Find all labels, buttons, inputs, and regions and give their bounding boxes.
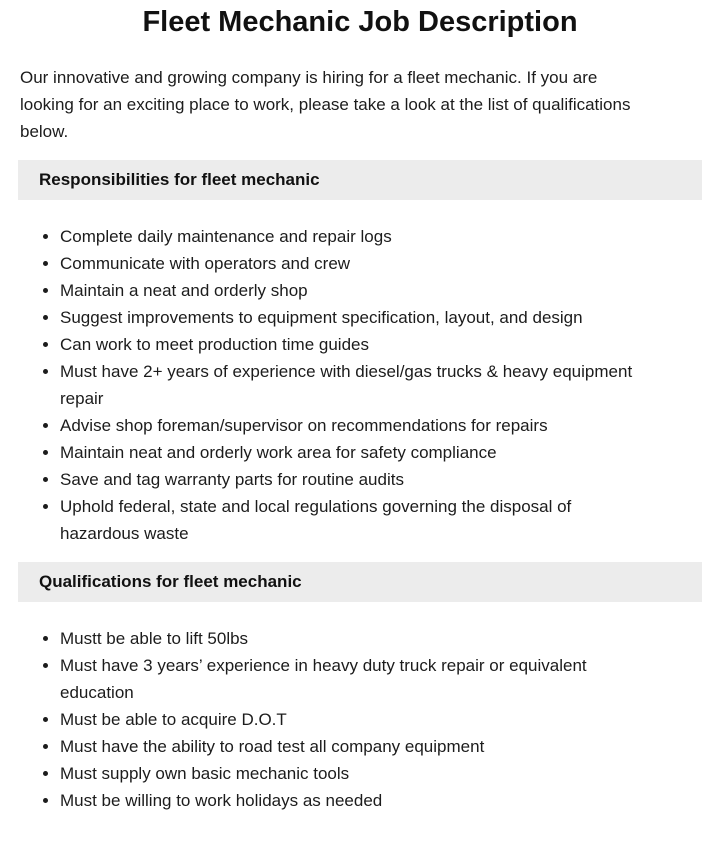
list-item: • Must be willing to work holidays as needed (60, 787, 650, 814)
list-item: • Maintain neat and orderly work area for safety compliance (60, 439, 650, 466)
intro-line: below. (20, 122, 69, 141)
list-item: • Must have the ability to road test all company equipment (60, 733, 650, 760)
job-description-page (0, 4, 720, 814)
section-heading-label: Qualifications for fleet mechanic (39, 572, 302, 591)
section-responsibilities (18, 160, 702, 547)
section-qualifications (18, 562, 702, 814)
list-item: • Uphold federal, state and local regulations governing the disposal of hazardous waste (60, 493, 650, 547)
responsibilities-list (18, 223, 702, 547)
intro-paragraph (20, 64, 702, 145)
list-item: • Maintain a neat and orderly shop (60, 277, 650, 304)
list-item: • Mustt be able to lift 50lbs (60, 625, 650, 652)
section-header-responsibilities (18, 160, 702, 200)
section-heading-label: Responsibilities for fleet mechanic (39, 170, 320, 189)
list-item: • Must have 2+ years of experience with diesel/gas trucks & heavy equipment repair (60, 358, 650, 412)
intro-line: looking for an exciting place to work, please take a look at the list of qualifications (20, 95, 631, 114)
list-item: • Must have 3 years’ experience in heavy duty truck repair or equivalent education (60, 652, 650, 706)
list-item: • Advise shop foreman/supervisor on recommendations for repairs (60, 412, 650, 439)
list-item: • Can work to meet production time guides (60, 331, 650, 358)
list-item: • Communicate with operators and crew (60, 250, 650, 277)
intro-line: Our innovative and growing company is hiring for a fleet mechanic. If you are (20, 68, 598, 87)
list-item: • Save and tag warranty parts for routine audits (60, 466, 650, 493)
section-header-qualifications (18, 562, 702, 602)
page-title: Fleet Mechanic Job Description (142, 6, 578, 38)
list-item: • Must be able to acquire D.O.T (60, 706, 650, 733)
qualifications-list (18, 625, 702, 814)
list-item: • Must supply own basic mechanic tools (60, 760, 650, 787)
list-item: • Complete daily maintenance and repair logs (60, 223, 650, 250)
list-item: • Suggest improvements to equipment specification, layout, and design (60, 304, 650, 331)
